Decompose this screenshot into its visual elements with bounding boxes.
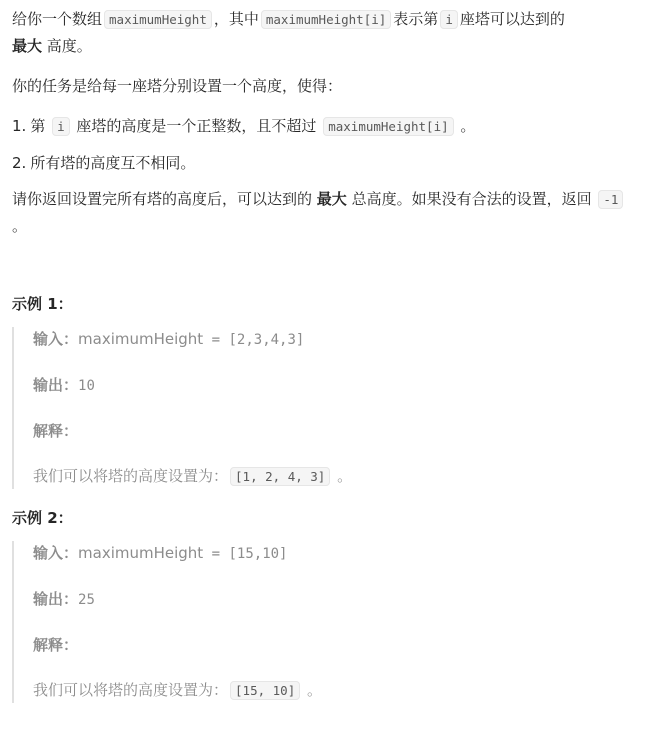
input-name: maximumHeight [78, 544, 204, 562]
intro-text: 给你一个数组 [12, 10, 103, 28]
example-title: 示例 2： [12, 509, 73, 527]
intro-text: 表示第 [393, 10, 439, 28]
inline-code: maximumHeight[i] [323, 117, 453, 136]
example-block [12, 541, 644, 703]
example-block [12, 327, 644, 489]
summary-paragraph [12, 186, 644, 239]
explain-label: 解释： [33, 636, 79, 654]
example-explain [33, 678, 644, 703]
spacer [12, 239, 644, 293]
example-output [33, 587, 644, 612]
intro-paragraph [12, 6, 644, 59]
inline-code: i [52, 117, 70, 136]
input-label: 输入： [33, 544, 79, 562]
inline-code: -1 [598, 190, 623, 209]
list-text: 座塔的高度是一个正整数，且不超过 [76, 117, 317, 135]
list-number: 1. [12, 117, 27, 135]
inline-code: maximumHeight [104, 10, 212, 29]
inline-code: i [440, 10, 458, 29]
example-explain-label [33, 633, 644, 657]
summary-text: 总高度。如果没有合法的设置，返回 [351, 190, 592, 208]
example-title: 示例 1： [12, 295, 73, 313]
bold-text: 最大 [316, 190, 347, 208]
inline-code: maximumHeight[i] [261, 10, 391, 29]
intro-text: 高度。 [46, 37, 92, 55]
example-input [33, 327, 644, 352]
explain-text: 我们可以将塔的高度设置为： [33, 467, 229, 485]
output-label: 输出： [33, 590, 79, 608]
example-explain-label [33, 419, 644, 443]
example-output [33, 373, 644, 398]
bold-text: 最大 [12, 37, 43, 55]
explain-text: 我们可以将塔的高度设置为： [33, 681, 229, 699]
list-text: 第 [30, 117, 46, 135]
inline-code: [1, 2, 4, 3] [230, 467, 330, 486]
list-text: 所有塔的高度互不相同。 [30, 154, 196, 172]
output-value: 25 [78, 592, 95, 608]
summary-text: 。 [12, 217, 28, 235]
list-number: 2. [12, 154, 27, 172]
example-explain [33, 464, 644, 489]
list-item [12, 150, 644, 176]
list-item [12, 113, 644, 140]
explain-end: 。 [337, 467, 353, 485]
list-text: 。 [460, 117, 476, 135]
input-name: maximumHeight [78, 330, 204, 348]
input-label: 输入： [33, 330, 79, 348]
explain-label: 解释： [33, 422, 79, 440]
input-value: = [2,3,4,3] [203, 332, 305, 348]
intro-text: ，其中 [213, 10, 259, 28]
output-value: 10 [78, 378, 95, 394]
summary-text: 请你返回设置完所有塔的高度后，可以达到的 [12, 190, 313, 208]
task-paragraph: 你的任务是给每一座塔分别设置一个高度，使得： [12, 77, 343, 95]
explain-end: 。 [307, 681, 323, 699]
output-label: 输出： [33, 376, 79, 394]
intro-text: 座塔可以达到的 [459, 10, 565, 28]
example-input [33, 541, 644, 566]
inline-code: [15, 10] [230, 681, 300, 700]
input-value: = [15,10] [203, 546, 288, 562]
